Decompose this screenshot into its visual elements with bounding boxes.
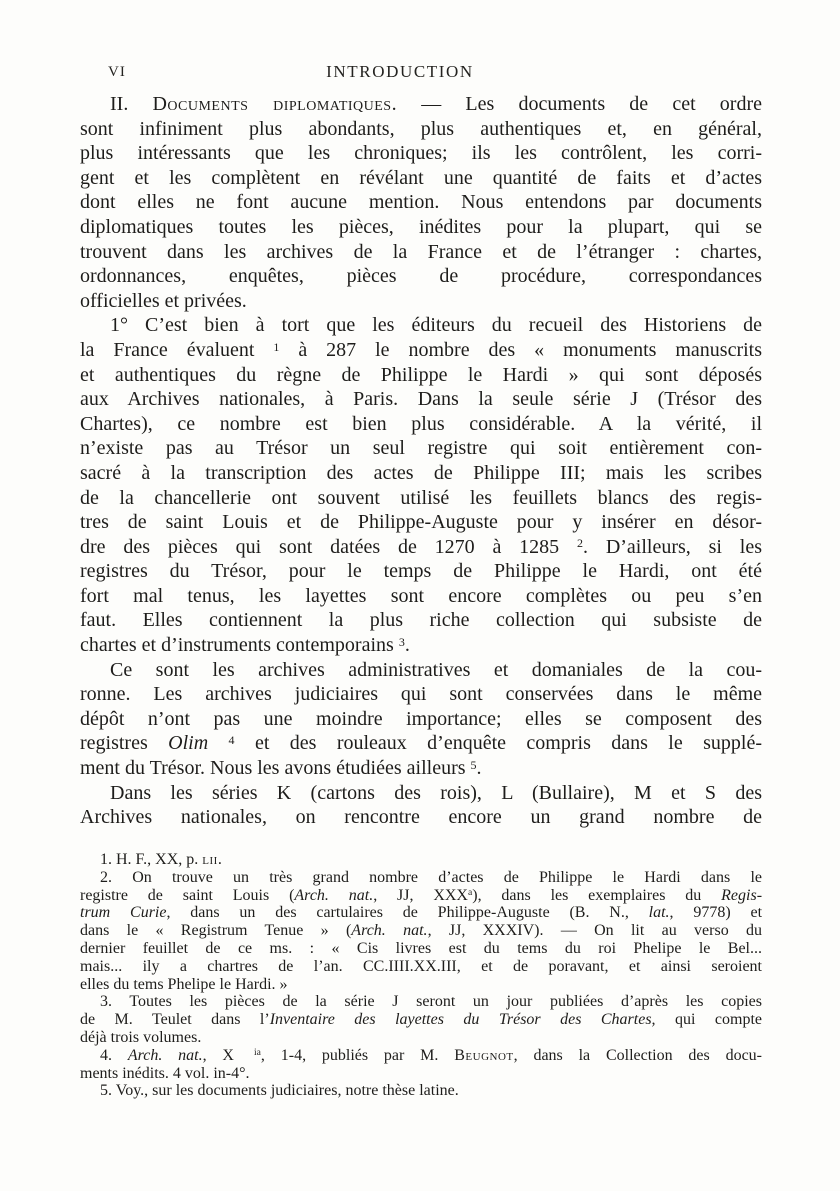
footnote bbox=[80, 851, 762, 869]
text-segment: 2. On trouve un très grand nombre d’actes de Philippe le Hardi dans le bbox=[100, 868, 762, 886]
text-segment: lii bbox=[202, 851, 218, 868]
text-segment: registre de saint Louis ( bbox=[80, 886, 295, 904]
text-line bbox=[80, 851, 762, 869]
text-line bbox=[80, 461, 762, 486]
text-line: chartes et d’instruments contemporains 3. bbox=[80, 634, 410, 657]
text-segment: n’existe pas au Trésor un seul registre qui soit entièrement con- bbox=[80, 437, 762, 460]
text-segment: Regis- bbox=[721, 886, 763, 904]
footnote bbox=[80, 1047, 762, 1083]
text-segment: ronne. Les archives judiciaires qui sont conservées dans le même bbox=[80, 683, 762, 706]
text-segment: ), dans les exemplaires du bbox=[472, 886, 722, 904]
text-segment: dre des pièces qui sont datées de 1270 à 1285 bbox=[80, 535, 577, 558]
text-line bbox=[80, 958, 762, 976]
text-segment: registres du Trésor, pour le temps de Philippe le Hardi, ont été bbox=[80, 560, 762, 583]
text-segment: , 1-4, publiés par M. bbox=[260, 1046, 455, 1064]
text-segment: Arch. nat. bbox=[351, 922, 428, 940]
folio-number: VI bbox=[108, 64, 126, 80]
text-segment: dépôt n’ont pas une moindre importance; elles se composent des bbox=[80, 707, 762, 730]
text-segment: faut. Elles contiennent la plus riche collection qui subsiste de bbox=[80, 609, 762, 632]
text-line bbox=[80, 781, 762, 806]
text-segment: 5. Voy., sur les documents judiciaires, notre thèse latine. bbox=[100, 1082, 459, 1100]
text-line bbox=[80, 1065, 762, 1083]
text-segment: déjà trois volumes. bbox=[80, 1028, 202, 1046]
text-segment: Beugnot bbox=[454, 1046, 514, 1064]
text-segment: de M. Teulet dans l’ bbox=[80, 1011, 270, 1029]
text-segment: Arch. nat. bbox=[127, 1046, 203, 1064]
text-line: registres Olim 4 et des rouleaux d’enquête compris dans le supplé- bbox=[80, 732, 762, 755]
text-segment: mais... ily a chartres de l’an. CC.IIII.XX.III, et de poravant, et ainsi seroient bbox=[80, 957, 762, 975]
text-line: ment du Trésor. Nous les avons étudiées ailleurs 5. bbox=[80, 757, 482, 780]
text-segment: et authentiques du règne de Philippe le Hardi » qui sont déposés bbox=[80, 363, 762, 386]
text-line bbox=[80, 805, 762, 830]
text-line bbox=[80, 869, 762, 887]
text-segment: elles du tems Phelipe le Hardi. » bbox=[80, 975, 288, 993]
text-segment: ments inédits. 4 vol. in-4°. bbox=[80, 1064, 250, 1082]
text-line bbox=[80, 117, 762, 142]
footnotes bbox=[80, 851, 762, 1100]
text-segment: fort mal tenus, les layettes sont encore complètes ou peu s’en bbox=[80, 584, 762, 607]
text-segment bbox=[208, 732, 228, 754]
text-line bbox=[80, 608, 762, 633]
body-text bbox=[80, 92, 762, 830]
text-segment: Olim bbox=[168, 732, 209, 755]
text-segment: ordonnances, enquêtes, pièces de procédure, correspondances bbox=[80, 265, 762, 288]
text-segment: , dans un des cartulaires de Philippe-Auguste (B. N., bbox=[166, 904, 649, 922]
paragraph bbox=[80, 781, 762, 830]
text-segment: . bbox=[476, 757, 482, 780]
text-line bbox=[80, 707, 762, 732]
text-segment: , 9778) et bbox=[669, 904, 763, 922]
text-line bbox=[80, 976, 762, 994]
paragraph bbox=[80, 92, 762, 313]
text-segment: officielles et privées. bbox=[80, 289, 247, 312]
text-segment: gent et les complètent en révélant une quantité de faits et d’actes bbox=[80, 166, 762, 189]
text-line bbox=[80, 215, 762, 240]
text-line bbox=[80, 904, 762, 922]
text-segment: à 287 le nombre des « monuments manuscrits bbox=[279, 338, 763, 361]
paragraph bbox=[80, 658, 762, 781]
text-line bbox=[80, 166, 762, 191]
text-segment: — Les documents de cet ordre bbox=[397, 93, 762, 115]
text-segment: 3. Toutes les pièces de la série J seront un jour publiées d’après les copies bbox=[100, 993, 762, 1011]
footnote bbox=[80, 869, 762, 994]
text-line: 4. Arch. nat., X ia, 1-4, publiés par M. Beugnot, dans la Collection des docu- bbox=[100, 1046, 763, 1064]
text-segment: . bbox=[404, 634, 410, 657]
text-segment: 1. H. F., XX, p. bbox=[100, 851, 203, 868]
text-segment: dans le « Registrum Tenue » ( bbox=[80, 922, 352, 940]
text-line bbox=[80, 486, 762, 511]
text-line bbox=[80, 190, 762, 215]
paragraph bbox=[80, 313, 762, 657]
text-line bbox=[80, 264, 762, 289]
text-segment: tres de saint Louis et de Philippe-Auguste pour y insérer en désor- bbox=[80, 511, 762, 534]
footnote bbox=[80, 1082, 762, 1100]
text-segment: Arch. nat. bbox=[294, 886, 374, 904]
text-segment: Inventaire des layettes du Trésor des Chartes, bbox=[269, 1011, 656, 1029]
text-segment: , dans la Collection des docu- bbox=[513, 1046, 763, 1064]
text-segment: 4. bbox=[100, 1046, 128, 1064]
text-segment: sont infiniment plus abondants, plus authentiques et, en général, bbox=[80, 117, 762, 140]
text-segment: de la chancellerie ont souvent utilisé les feuillets blancs des regis- bbox=[80, 486, 762, 509]
text-line bbox=[80, 584, 762, 609]
text-segment: chartes et d’instruments contemporains bbox=[80, 634, 399, 657]
footnote bbox=[80, 993, 762, 1046]
text-line bbox=[80, 412, 762, 437]
text-segment: dont elles ne font aucune mention. Nous entendons par documents bbox=[80, 191, 762, 214]
text-line bbox=[80, 559, 762, 584]
text-segment: 1° C’est bien à tort que les éditeurs du recueil des Historiens de bbox=[110, 314, 762, 337]
text-line bbox=[80, 682, 762, 707]
running-title: INTRODUCTION bbox=[326, 62, 474, 81]
text-line bbox=[80, 940, 762, 958]
text-segment: sacré à la transcription des actes de Philippe III; mais les scribes bbox=[80, 461, 762, 484]
text-line bbox=[80, 92, 762, 117]
text-line bbox=[80, 363, 762, 388]
text-line bbox=[80, 1011, 762, 1029]
text-segment: la France évaluent bbox=[80, 338, 274, 361]
text-line bbox=[80, 141, 762, 166]
text-line bbox=[80, 1029, 762, 1047]
text-segment: ment du Trésor. Nous les avons étudiées ailleurs bbox=[80, 757, 471, 780]
text-segment: II. bbox=[110, 93, 153, 115]
text-line bbox=[80, 510, 762, 535]
text-line bbox=[80, 240, 762, 265]
text-segment: Documents diplomatiques. bbox=[152, 93, 398, 115]
text-segment: qui compte bbox=[655, 1011, 763, 1029]
text-line bbox=[80, 289, 762, 314]
text-line bbox=[80, 387, 762, 412]
text-line bbox=[80, 922, 762, 940]
text-segment: trum Curie bbox=[80, 904, 167, 922]
text-segment: registres bbox=[80, 732, 169, 755]
text-line: registre de saint Louis (Arch. nat., JJ, XXXa), dans les exemplaires du Regis- bbox=[80, 886, 763, 904]
text-segment: trouvent dans les archives de la France et de l’étranger : chartes, bbox=[80, 240, 762, 263]
text-segment: plus intéressants que les chroniques; ils les contrôlent, les corri- bbox=[80, 142, 762, 165]
text-segment: , X bbox=[202, 1046, 234, 1064]
text-line bbox=[80, 658, 762, 683]
text-segment: . bbox=[217, 851, 222, 868]
text-segment: Dans les séries K (cartons des rois), L (Bullaire), M et S des bbox=[110, 781, 762, 804]
text-line: la France évaluent 1 à 287 le nombre des « monuments manuscrits bbox=[80, 338, 763, 361]
text-segment: Ce sont les archives administratives et domaniales de la cou- bbox=[110, 658, 762, 681]
text-segment: diplomatiques toutes les pièces, inédites pour la plupart, qui se bbox=[80, 215, 762, 238]
text-segment: Archives nationales, on rencontre encore un grand nombre de bbox=[80, 806, 762, 829]
text-line bbox=[80, 436, 762, 461]
text-segment: aux Archives nationales, à Paris. Dans la seule série J (Trésor des bbox=[80, 388, 762, 411]
text-line: dre des pièces qui sont datées de 1270 à 1285 2. D’ailleurs, si les bbox=[80, 535, 762, 558]
text-segment: Chartes), ce nombre est bien plus considérable. A la vérité, il bbox=[80, 412, 762, 435]
text-segment: , JJ, XXX bbox=[373, 886, 468, 904]
text-line bbox=[80, 993, 762, 1011]
text-segment: lat. bbox=[648, 904, 670, 922]
text-segment: . D’ailleurs, si les bbox=[583, 535, 762, 558]
text-line bbox=[80, 1082, 762, 1100]
text-line bbox=[80, 313, 762, 338]
text-segment: et des rouleaux d’enquête compris dans le supplé- bbox=[234, 732, 762, 755]
text-segment: dernier feuillet de ce ms. : « Cis livres est du tems du roi Phelipe le Bel... bbox=[80, 939, 762, 957]
text-segment: , JJ, XXXIV). — On lit au verso du bbox=[427, 922, 763, 940]
